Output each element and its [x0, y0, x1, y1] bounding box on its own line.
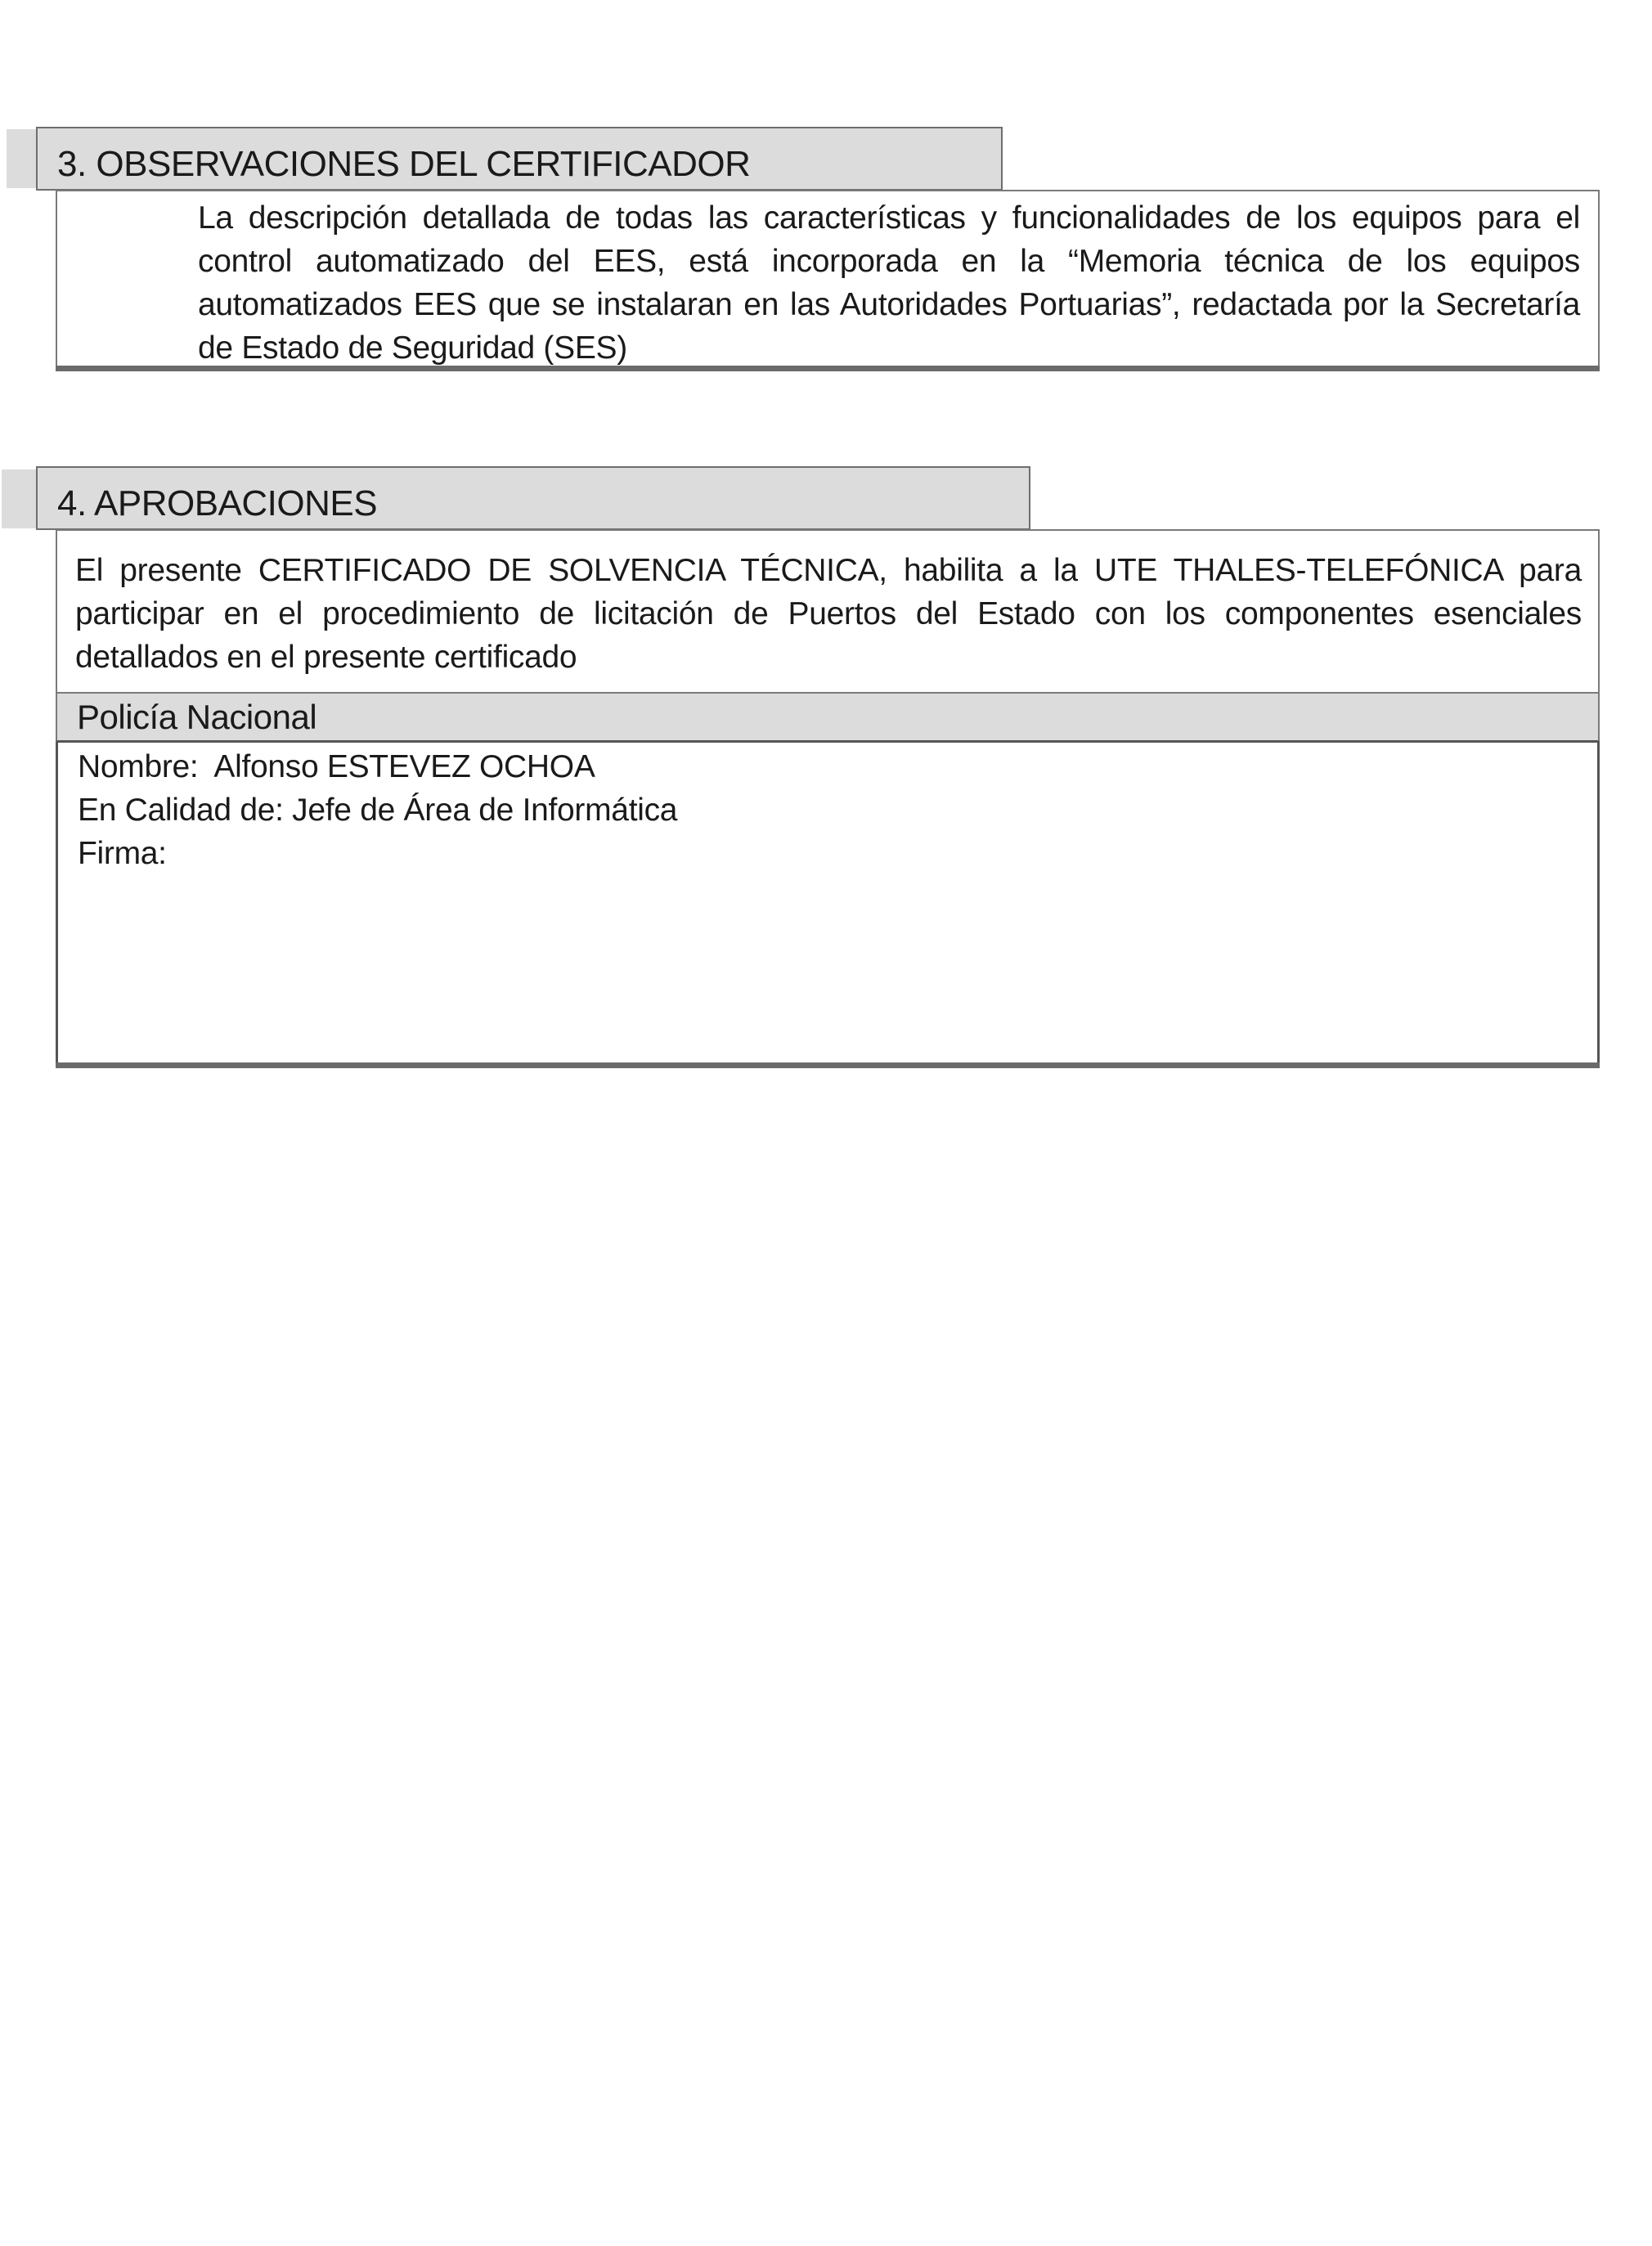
section-4-paragraph: El presente CERTIFICADO DE SOLVENCIA TÉCNICA, habilita a la UTE THALES-TELEFÓNICA para participar en el procedimiento de licitación de Puertos del Estado con los componentes esenciales detallados en el presente certificado — [75, 553, 1582, 675]
signer-name: Nombre: Alfonso ESTEVEZ OCHOA — [78, 749, 595, 784]
signer-role: En Calidad de: Jefe de Área de Informática — [78, 793, 678, 828]
section-3-title-text: 3. OBSERVACIONES DEL CERTIFICADOR — [57, 144, 751, 184]
section-3-box-bottom-border — [56, 366, 1600, 371]
section-4-tab-shadow — [2, 469, 39, 528]
section-3-title — [36, 127, 1003, 191]
section-4-approval-box — [56, 529, 1600, 693]
signature-box — [56, 741, 1600, 1065]
signature-label: Firma: — [78, 836, 167, 871]
section-3-box — [56, 190, 1600, 369]
section-3-paragraph: La descripción detallada de todas las características y funcionalidades de los equipos para el control automatizado del EES, está incorporada en la “Memoria técnica de los equipos automatizados EES que se instalaran en las Autoridades Portuarias”, redactada por la Secretaría de Estado de Seguridad (SES) — [198, 200, 1580, 366]
section-4-title-text: 4. APROBACIONES — [57, 483, 378, 523]
section-4-title — [36, 466, 1030, 530]
organization-header — [56, 692, 1600, 743]
signature-box-bottom-border — [56, 1062, 1600, 1068]
section-3-tab-shadow — [7, 129, 39, 188]
organization-name: Policía Nacional — [77, 697, 317, 736]
